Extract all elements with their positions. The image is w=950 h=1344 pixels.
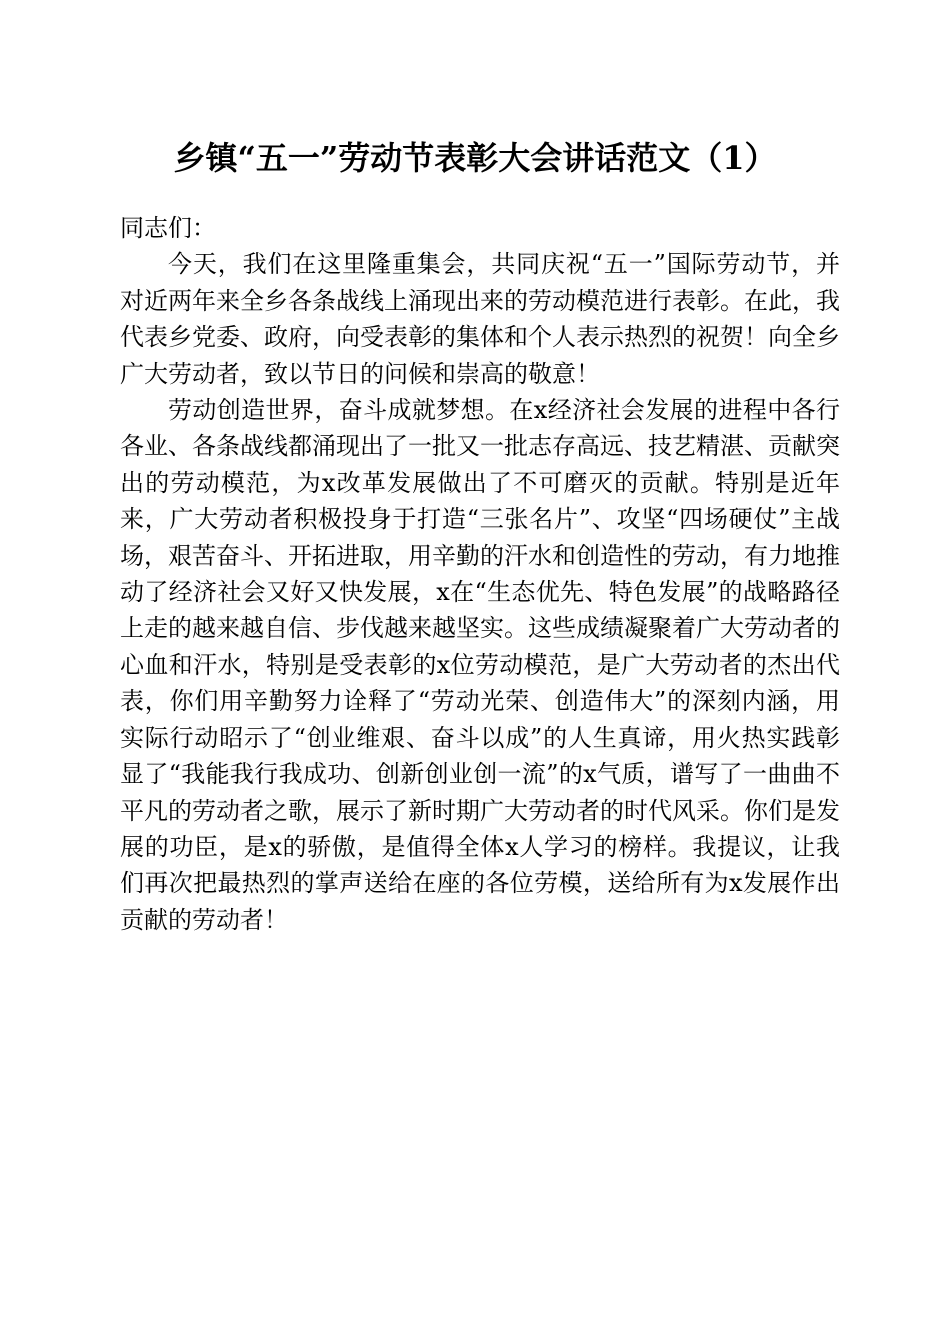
paragraph-2: 劳动创造世界，奋斗成就梦想。在x经济社会发展的进程中各行各业、各条战线都涌现出了一批又一批志存高远、技艺精湛、贡献突出的劳动模范，为x改革发展做出了不可磨灭的贡献。特别是近年来，广大劳动者积极投身于打造“三张名片”、攻坚“四场硬仗”主战场，艰苦奋斗、开拓进取，用辛勤的汗水和创造性的劳动，有力地推动了经济社会又好又快发展，x在“生态优先、特色发展”的战略路径上走的越来越自信、步伐越来越坚实。这些成绩凝聚着广大劳动者的心血和汗水，特别是受表彰的x位劳动模范，是广大劳动者的杰出代表，你们用辛勤努力诠释了“劳动光荣、创造伟大”的深刻内涵，用实际行动昭示了“创业维艰、奋斗以成”的人生真谛，用火热实践彰显了“我能我行我成功、创新创业创一流”的x气质，谱写了一曲曲不平凡的劳动者之歌，展示了新时期广大劳动者的时代风采。你们是发展的功臣，是x的骄傲，是值得全体x人学习的榜样。我提议，让我们再次把最热烈的掌声送给在座的各位劳模，送给所有为x发展作出贡献的劳动者！ [120,396,840,934]
salutation: 同志们： [120,214,216,242]
document-title: 乡镇“五一”劳动节表彰大会讲话范文（1） [173,139,777,177]
document-body [120,210,840,938]
paragraph-1: 今天，我们在这里隆重集会，共同庆祝“五一”国际劳动节，并对近两年来全乡各条战线上涌现出来的劳动模范进行表彰。在此，我代表乡党委、政府，向受表彰的集体和个人表示热烈的祝贺！向全乡广大劳动者，致以节日的问候和崇高的敬意！ [120,250,840,388]
